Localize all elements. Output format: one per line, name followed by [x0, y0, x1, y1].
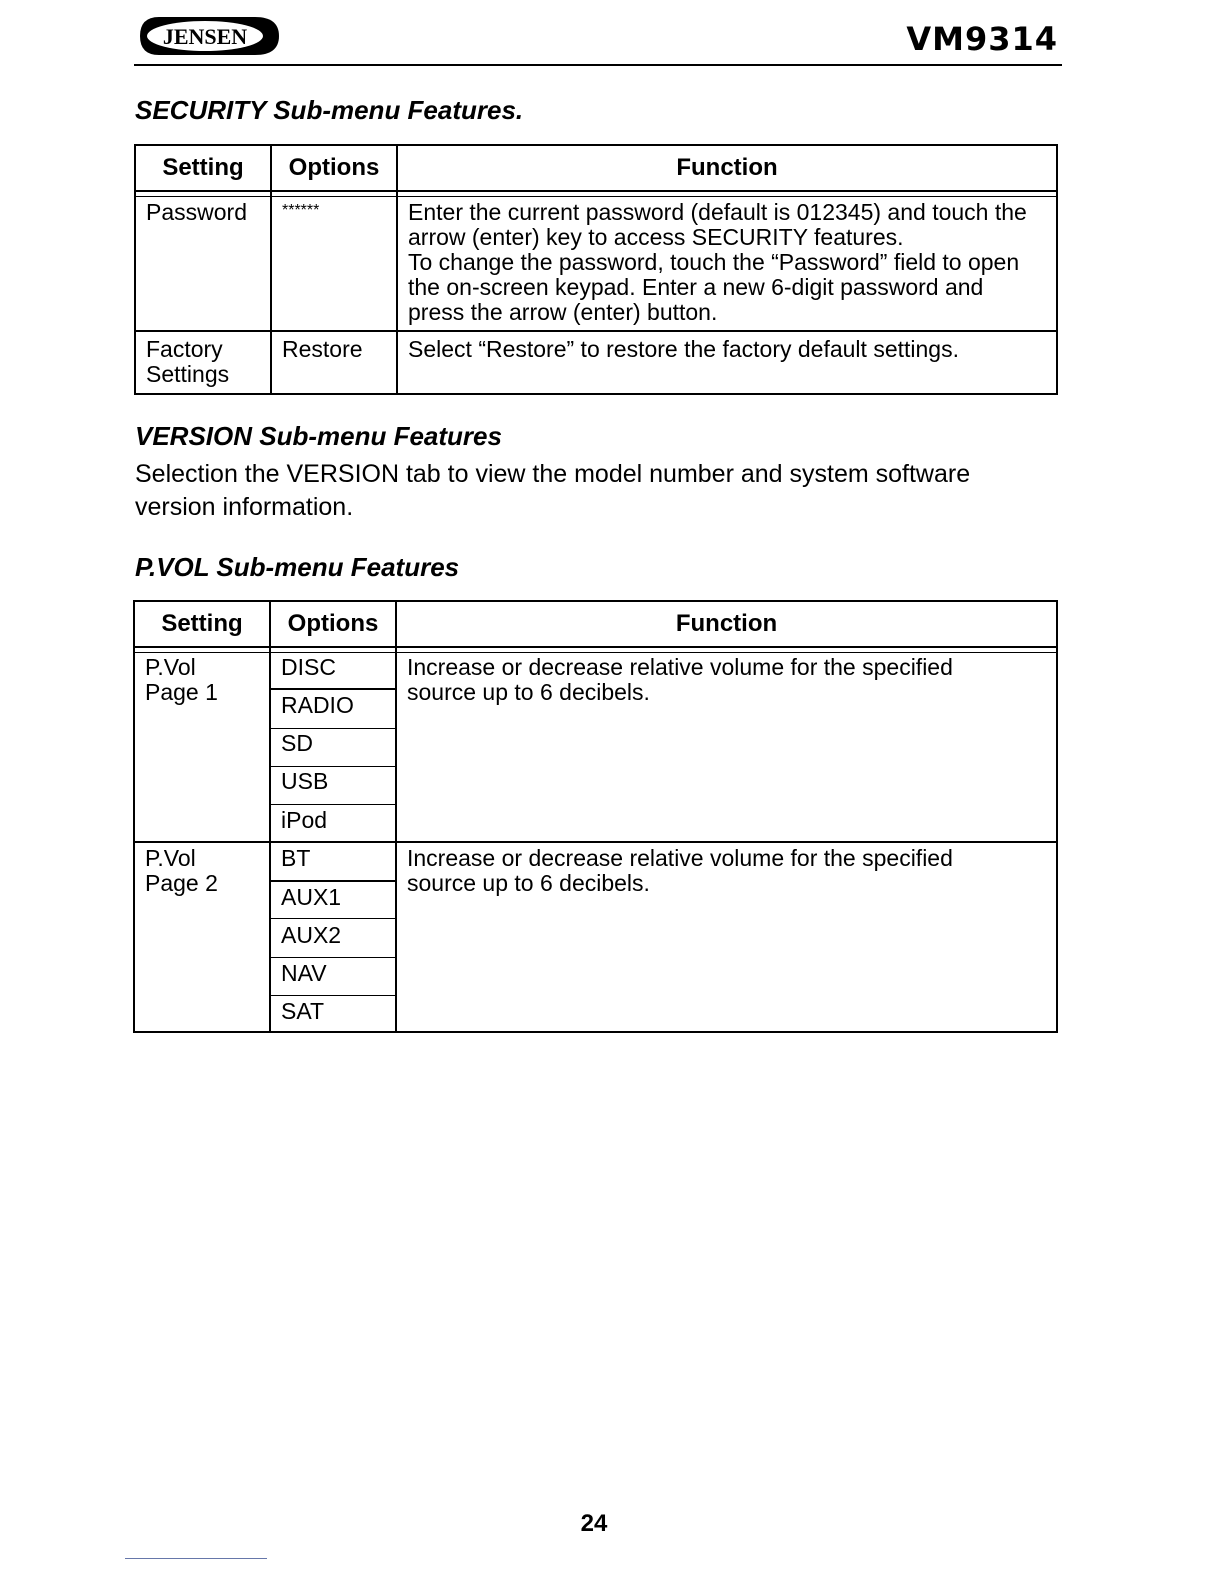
option-usb: USB	[281, 768, 329, 794]
security-table	[134, 144, 1058, 395]
pvol-page2-function: Increase or decrease relative volume for the specified source up to 6 decibels.	[407, 845, 953, 896]
option-radio: RADIO	[281, 692, 354, 718]
password-function: Enter the current password (default is 012345) and touch the arrow (enter) key to access SECURITY features. To change the password, touch the “Password” field to open the on-screen keypad. Enter a new 6-digit password and press the arrow (enter) button.	[408, 199, 1027, 325]
pvol-table	[133, 600, 1058, 1033]
pvol-page1-setting: P.Vol Page 1	[145, 654, 218, 705]
factory-settings-function: Select “Restore” to restore the factory default settings.	[408, 336, 959, 362]
security-title: SECURITY Sub-menu Features.	[135, 95, 524, 125]
security-header-setting: Setting	[162, 154, 244, 181]
pvol-page1-function: Increase or decrease relative volume for the specified source up to 6 decibels.	[407, 654, 953, 705]
option-bt: BT	[281, 845, 311, 871]
pvol-page2-setting: P.Vol Page 2	[145, 845, 218, 896]
pvol-title: P.VOL Sub-menu Features	[135, 552, 460, 582]
password-option: ******	[282, 202, 320, 219]
option-aux2: AUX2	[281, 922, 342, 948]
option-sat: SAT	[281, 998, 325, 1024]
factory-settings-setting: Factory Settings	[146, 336, 230, 387]
option-nav: NAV	[281, 960, 327, 986]
version-title: VERSION Sub-menu Features	[135, 421, 502, 451]
version-text: Selection the VERSION tab to view the model number and system software version information.	[135, 460, 971, 521]
password-setting: Password	[146, 199, 247, 225]
footer-line	[125, 1558, 267, 1559]
option-ipod: iPod	[281, 807, 328, 833]
factory-settings-option: Restore	[282, 336, 363, 362]
svg-text:JENSEN: JENSEN	[162, 24, 248, 49]
jensen-logo	[137, 14, 283, 58]
pvol-header-options: Options	[287, 610, 379, 637]
header-rule	[134, 64, 1062, 66]
option-sd: SD	[281, 730, 313, 756]
option-disc: DISC	[281, 654, 336, 680]
security-header-options: Options	[288, 154, 380, 181]
security-header-function: Function	[676, 154, 778, 181]
pvol-header-function: Function	[675, 610, 778, 637]
model-number: VM9314	[906, 20, 1058, 58]
pvol-header-setting: Setting	[161, 610, 243, 637]
option-aux1: AUX1	[281, 884, 342, 910]
page-number: 24	[580, 1510, 608, 1537]
